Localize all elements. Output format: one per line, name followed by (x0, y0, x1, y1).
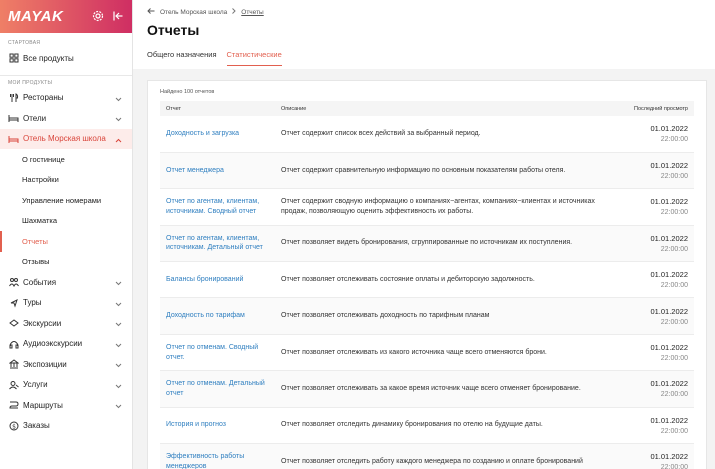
divider (0, 75, 132, 76)
sidebar-item-tours[interactable] (0, 293, 132, 314)
table-row[interactable] (160, 407, 694, 443)
chevron-down-icon (115, 320, 122, 329)
back-arrow-icon[interactable] (147, 8, 155, 16)
table-row[interactable] (160, 262, 694, 298)
museum-icon (8, 359, 19, 370)
last-viewed-cell (614, 152, 694, 188)
report-description: Отчет содержит сводную информацию о компаниях−агентах, компаниях−клиентах и источниках продаж, позволяющую оценить эффективность их работы. (275, 189, 614, 225)
sidebar-item-label: Отели (23, 113, 47, 123)
chevron-down-icon (115, 279, 122, 288)
breadcrumb-parent[interactable]: Отель Морская школа (160, 8, 228, 16)
report-description: Отчет позволяет отследить динамику бронирования по отелю на будущие даты. (275, 407, 614, 443)
sidebar-subitem-reports[interactable]: Отчеты (0, 231, 132, 252)
sidebar-item-restaurants[interactable] (0, 88, 132, 109)
sidebar-item-label: Услуги (23, 380, 48, 390)
chevron-right-icon (232, 8, 236, 16)
sidebar-item-events[interactable] (0, 272, 132, 293)
grid-icon (8, 53, 19, 64)
last-viewed-date: 01.01.2022 (650, 452, 688, 462)
last-viewed-time: 22:00:00 (660, 355, 688, 363)
events-icon (8, 277, 19, 288)
report-description: Отчет позволяет отслеживать состояние оплаты и дебиторскую задолжность. (275, 262, 614, 298)
last-viewed-time: 22:00:00 (660, 173, 688, 181)
sidebar-item-label: Отель Морская школа (23, 134, 106, 144)
column-header-description[interactable]: Описание (275, 101, 614, 116)
last-viewed-time: 22:00:00 (660, 318, 688, 326)
report-name-link[interactable]: Доходность по тарифам (160, 298, 275, 334)
column-header-last-viewed[interactable]: Последний просмотр (614, 101, 694, 116)
sidebar-item-label: Туры (23, 298, 42, 308)
last-viewed-date: 01.01.2022 (650, 270, 688, 280)
sidebar-item-label: Экспозиции (23, 359, 67, 369)
services-icon (8, 379, 19, 390)
report-description: Отчет позволяет видеть бронирования, сгруппированные по источникам их поступления. (275, 225, 614, 261)
report-name-link[interactable]: Доходность и загрузка (160, 116, 275, 152)
collapse-sidebar-icon[interactable] (112, 10, 124, 22)
section-label-my-products: МОИ ПРОДУКТЫ (8, 79, 53, 86)
sidebar-item-label: События (23, 277, 57, 287)
last-viewed-time: 22:00:00 (660, 245, 688, 253)
table-row[interactable] (160, 116, 694, 152)
table-row[interactable] (160, 334, 694, 370)
last-viewed-date: 01.01.2022 (650, 161, 688, 171)
last-viewed-time: 22:00:00 (660, 427, 688, 435)
last-viewed-date: 01.01.2022 (650, 343, 688, 353)
last-viewed-time: 22:00:00 (660, 464, 688, 469)
sidebar-subitem-about[interactable]: О гостинице (22, 154, 65, 164)
last-viewed-time: 22:00:00 (660, 282, 688, 290)
breadcrumb (147, 8, 701, 16)
sidebar-subitem-reviews[interactable]: Отзывы (22, 257, 50, 267)
logo[interactable]: MAYAK (8, 8, 64, 25)
report-name-link[interactable]: Отчет по отменам. Сводный отчет. (160, 334, 275, 370)
sidebar-item-all-products[interactable] (0, 48, 132, 69)
table-row[interactable] (160, 189, 694, 225)
last-viewed-date: 01.01.2022 (650, 415, 688, 425)
sidebar-item-orders[interactable] (0, 416, 132, 437)
table-row[interactable] (160, 152, 694, 188)
table-row[interactable] (160, 444, 694, 469)
sidebar-item-label: Рестораны (23, 93, 64, 103)
table-row[interactable] (160, 371, 694, 407)
tab-statistical[interactable]: Статистические (227, 50, 282, 66)
sidebar-subitem-rooms[interactable]: Управление номерами (22, 195, 102, 205)
sidebar-item-hotel-sea-school[interactable] (0, 129, 132, 150)
sidebar-item-routes[interactable] (0, 395, 132, 416)
last-viewed-time: 22:00:00 (660, 209, 688, 217)
last-viewed-date: 01.01.2022 (650, 233, 688, 243)
money-icon (8, 420, 19, 431)
tours-icon (8, 297, 19, 308)
sidebar (0, 0, 133, 469)
sidebar-item-label: Маршруты (23, 400, 63, 410)
last-viewed-date: 01.01.2022 (650, 379, 688, 389)
table-row[interactable] (160, 225, 694, 261)
sidebar-item-label: Аудиоэкскурсии (23, 339, 83, 349)
sidebar-item-label: Все продукты (23, 53, 74, 63)
page-header (133, 0, 715, 69)
chevron-down-icon (115, 115, 122, 124)
sidebar-item-label: Заказы (23, 421, 50, 431)
report-description: Отчет позволяет отслеживать из какого источника чаще всего отменяются брони. (275, 334, 614, 370)
last-viewed-time: 22:00:00 (660, 136, 688, 144)
sidebar-subitem-chessboard[interactable]: Шахматка (22, 216, 58, 226)
chevron-down-icon (115, 95, 122, 104)
sidebar-item-hotels[interactable] (0, 108, 132, 129)
report-name-link[interactable]: Отчет по агентам, клиентам, источникам. Детальный отчет (160, 225, 275, 261)
results-count: Найдено 100 отчетов (160, 89, 215, 95)
report-description: Отчет содержит список всех действий за выбранный период. (275, 116, 614, 152)
headphones-icon (8, 338, 19, 349)
last-viewed-cell (614, 334, 694, 370)
report-name-link[interactable]: Отчет по отменам. Детальный отчет (160, 371, 275, 407)
bed-icon (8, 113, 19, 124)
sidebar-item-services[interactable] (0, 375, 132, 396)
chevron-down-icon (115, 402, 122, 411)
breadcrumb-current[interactable]: Отчеты (241, 8, 264, 16)
reports-table (160, 101, 694, 469)
report-name-link[interactable]: Отчет по агентам, клиентам, источникам. Сводный отчет (160, 189, 275, 225)
last-viewed-cell (614, 407, 694, 443)
reports-card (147, 80, 707, 469)
chevron-up-icon (115, 136, 122, 145)
report-name-link[interactable]: Отчет менеджера (160, 152, 275, 188)
bed-icon (8, 133, 19, 144)
last-viewed-cell (614, 189, 694, 225)
sidebar-item-expositions[interactable] (0, 354, 132, 375)
last-viewed-cell (614, 444, 694, 469)
page-title: Отчеты (147, 22, 200, 38)
table-row[interactable] (160, 298, 694, 334)
section-label-start: СТАРТОВАЯ (8, 40, 41, 46)
settings-icon[interactable] (92, 10, 104, 22)
report-description: Отчет позволяет отслеживать за какое время источник чаще всего отменяет бронирование. (275, 371, 614, 407)
report-name-link[interactable]: Эффективность работы менеджеров (160, 444, 275, 469)
table-header-row (160, 101, 694, 116)
last-viewed-cell (614, 298, 694, 334)
last-viewed-cell (614, 225, 694, 261)
sidebar-item-label: Экскурсии (23, 318, 62, 328)
column-header-report[interactable]: Отчет (160, 101, 275, 116)
chevron-down-icon (115, 300, 122, 309)
restaurant-icon (8, 92, 19, 103)
last-viewed-date: 01.01.2022 (650, 306, 688, 316)
last-viewed-cell (614, 371, 694, 407)
last-viewed-cell (614, 116, 694, 152)
report-name-link[interactable]: История и прогноз (160, 407, 275, 443)
report-description: Отчет позволяет отследить работу каждого менеджера по созданию и оплате бронирований (275, 444, 614, 469)
report-description: Отчет позволяет отслеживать доходность по тарифным планам (275, 298, 614, 334)
last-viewed-time: 22:00:00 (660, 391, 688, 399)
last-viewed-date: 01.01.2022 (650, 197, 688, 207)
sidebar-item-audio-excursions[interactable] (0, 334, 132, 355)
tab-general[interactable]: Общего назначения (147, 50, 217, 59)
last-viewed-cell (614, 262, 694, 298)
report-name-link[interactable]: Балансы бронирований (160, 262, 275, 298)
chevron-down-icon (115, 361, 122, 370)
main-content (133, 0, 715, 469)
sidebar-item-excursions[interactable] (0, 313, 132, 334)
brand-header (0, 0, 132, 33)
excursion-icon (8, 318, 19, 329)
chevron-down-icon (115, 341, 122, 350)
sidebar-subitem-settings[interactable]: Настройки (22, 175, 59, 185)
chevron-down-icon (115, 382, 122, 391)
last-viewed-date: 01.01.2022 (650, 124, 688, 134)
svg-text:$: $ (11, 423, 16, 431)
route-icon (8, 400, 19, 411)
report-description: Отчет содержит сравнительную информацию по основным показателям работы отеля. (275, 152, 614, 188)
report-tabs (147, 50, 701, 66)
